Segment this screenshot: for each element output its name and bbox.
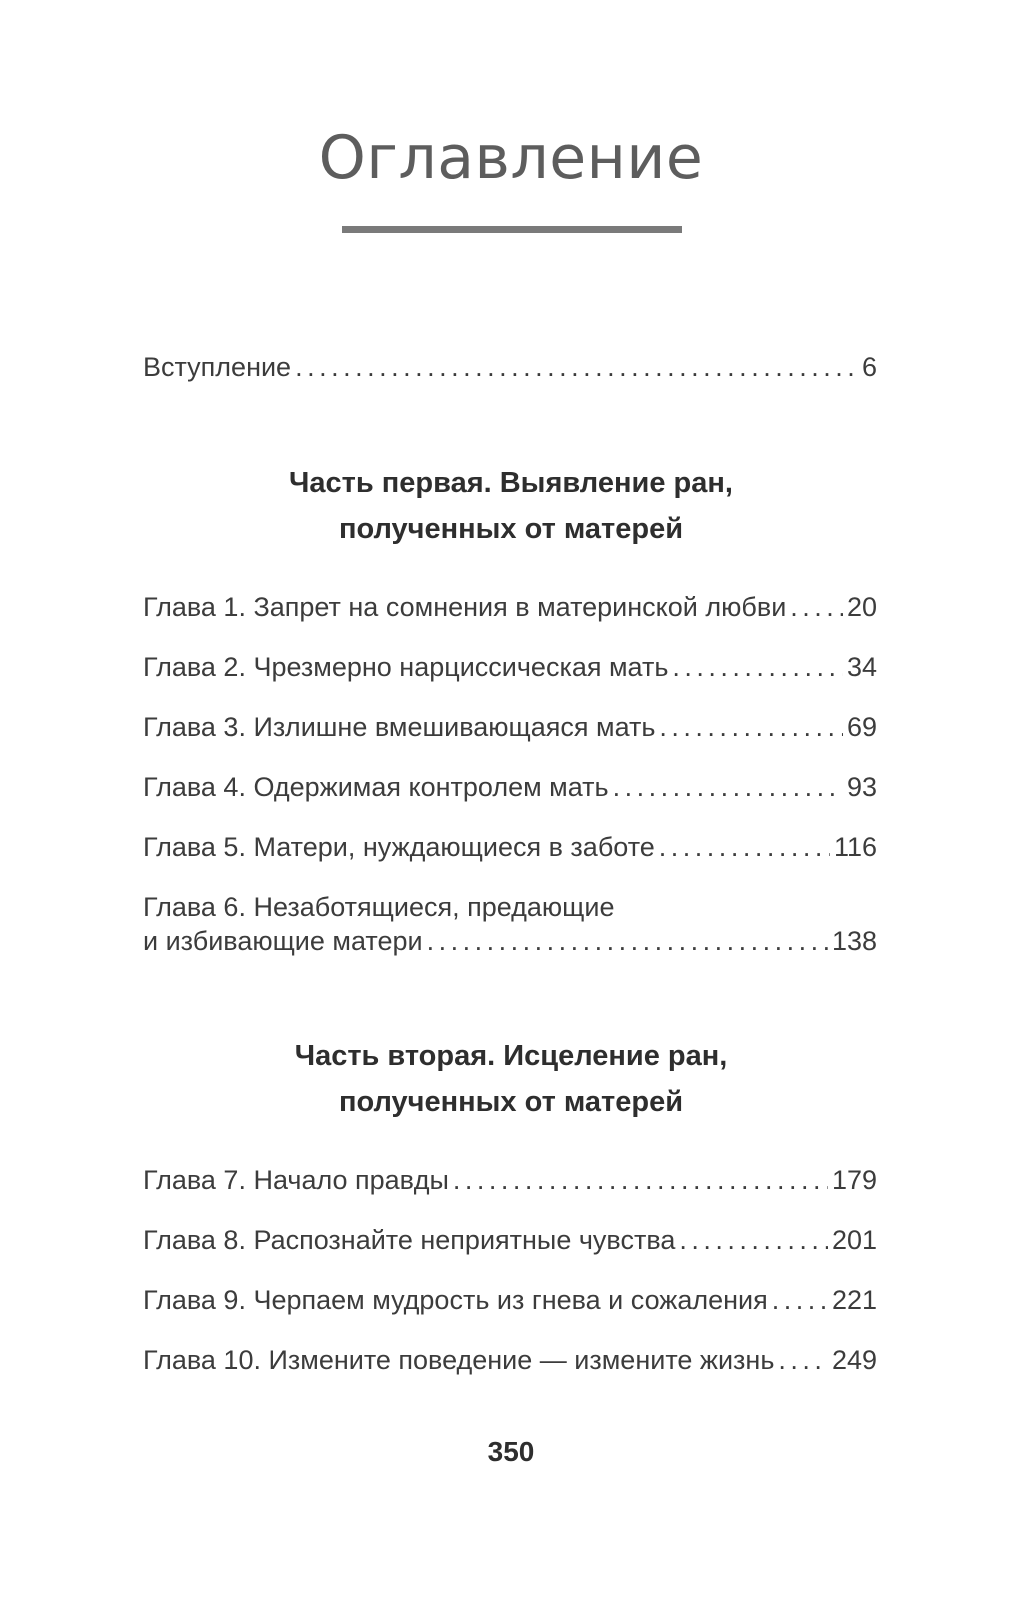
dot-leader (672, 650, 843, 684)
toc-entry-label: Глава 5. Матери, нуждающиеся в заботе (143, 832, 655, 862)
toc-entry-label: Глава 7. Начало правды (143, 1165, 449, 1195)
toc-entry-chapter-1 (143, 590, 877, 624)
toc-entry-label: и избивающие матери (143, 926, 423, 956)
toc-entry-label: Глава 4. Одержимая контролем мать (143, 772, 609, 802)
toc-entry-label: Глава 1. Запрет на сомнения в материнской любви (143, 592, 787, 622)
dot-leader (453, 1163, 828, 1197)
title-underline (342, 226, 682, 233)
toc-entry-chapter-2 (143, 650, 877, 684)
dot-leader (790, 590, 843, 624)
toc-entry-chapter-3 (143, 710, 877, 744)
toc-entry-page: 6 (861, 352, 877, 382)
dot-leader (613, 770, 843, 804)
part-heading-1 (0, 460, 1022, 552)
toc-entry-label: Глава 2. Чрезмерно нарциссическая мать (143, 652, 669, 682)
toc-entry-page: 69 (846, 712, 877, 742)
toc-entry-page: 20 (846, 592, 877, 622)
part-heading-line: полученных от матерей (338, 1086, 684, 1118)
dot-leader (659, 830, 830, 864)
toc-entry-chapter-4 (143, 770, 877, 804)
toc-entry-page: 93 (846, 772, 877, 802)
toc-entry-label: Вступление (143, 352, 292, 382)
dot-leader (295, 350, 858, 384)
toc-entry-label: Глава 8. Распознайте неприятные чувства (143, 1225, 676, 1255)
toc-entry-label: Глава 3. Излишне вмешивающаяся мать (143, 712, 656, 742)
dot-leader (659, 710, 843, 744)
dot-leader (679, 1223, 828, 1257)
dot-leader (427, 924, 828, 958)
toc-entry-chapter-8 (143, 1223, 877, 1257)
toc-entry-page: 221 (831, 1285, 877, 1315)
dot-leader (778, 1343, 828, 1377)
toc-entry-chapter-9 (143, 1283, 877, 1317)
part-heading-line: Часть вторая. Исцеление ран, (294, 1040, 728, 1072)
dot-leader (772, 1283, 828, 1317)
toc-entry-page: 138 (831, 926, 877, 956)
toc-entry-page: 179 (831, 1165, 877, 1195)
toc-entry-page: 201 (831, 1225, 877, 1255)
toc-entry-page: 116 (833, 832, 877, 862)
toc-entry-chapter-6-line1: Глава 6. Незаботящиеся, предающие (143, 892, 615, 922)
toc-entry-intro (143, 350, 877, 384)
page-title: Оглавление (318, 123, 704, 193)
part-heading-line: Часть первая. Выявление ран, (289, 467, 733, 499)
toc-entry-label: Глава 10. Измените поведение — измените жизнь (143, 1345, 775, 1375)
toc-entry-page: 249 (831, 1345, 877, 1375)
toc-entry-label: Глава 9. Черпаем мудрость из гнева и сожаления (143, 1285, 768, 1315)
toc-entry-chapter-7 (143, 1163, 877, 1197)
page-number: 350 (487, 1436, 535, 1467)
toc-entry-chapter-6 (143, 924, 877, 958)
toc-entry-page: 34 (846, 652, 877, 682)
part-heading-2 (0, 1033, 1022, 1125)
toc-entry-chapter-5 (143, 830, 877, 864)
part-heading-line: полученных от матерей (338, 513, 684, 545)
toc-entry-chapter-10 (143, 1343, 877, 1377)
